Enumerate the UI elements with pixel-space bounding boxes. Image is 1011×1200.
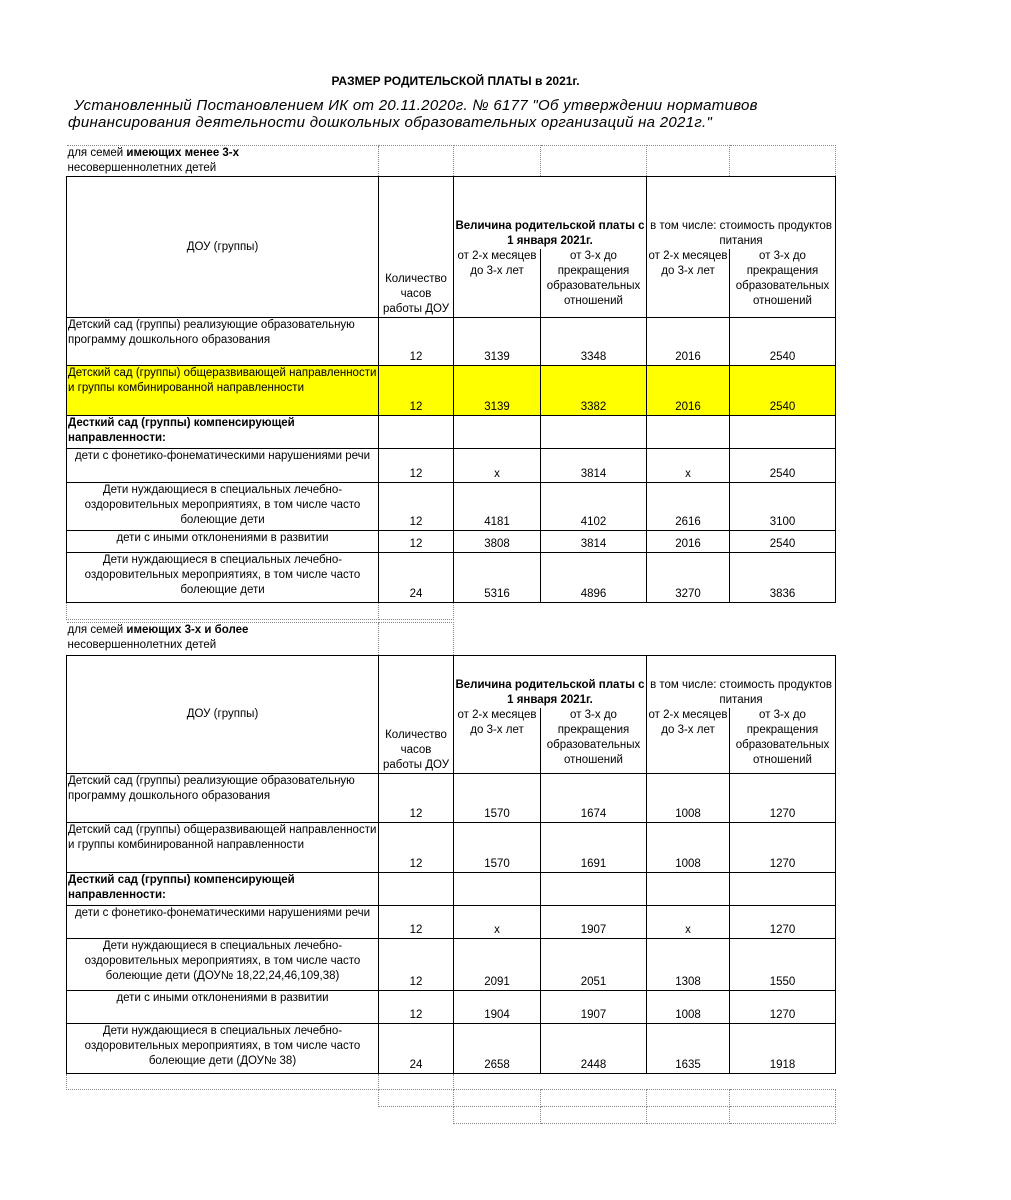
table-row: дети с фонетико-фонематическими нарушениями речи 12 х 3814 х 2540 [67,449,836,483]
header-hours: Количество часов работы ДОУ [379,656,454,774]
fee-table-section-2 [66,622,836,1124]
header-fee: Величина родительской платы с 1 января 2021г. [454,177,647,249]
header-fee: Величина родительской платы с 1 января 2021г. [454,656,647,708]
header-food: в том числе: стоимость продуктов питания [647,656,836,708]
header-age-1: от 2-х месяцев до 3-х лет [454,249,541,318]
table-row: Дети нуждающиеся в специальных лечебно-оздоровительных мероприятиях, в том числе часто болеющие дети 24 5316 4896 3270 3836 [67,553,836,603]
group-heading-row: Десткий сад (группы) компенсирующей направленности: [67,416,836,449]
header-age-2: от 3-х до прекращения образовательных отношений [541,249,647,318]
section-1-caption: для семей имеющих менее 3-х несовершеннолетних детей [67,146,379,177]
header-dou: ДОУ (группы) [67,656,379,774]
table-row: Детский сад (группы) общеразвивающей направленности и группы комбинированной направленности 12 1570 1691 1008 1270 [67,823,836,873]
header-age-1: от 2-х месяцев до 3-х лет [454,708,541,774]
group-heading-row: Десткий сад (группы) компенсирующей направленности: [67,873,836,906]
table-row-highlighted: Детский сад (группы) общеразвивающей направленности и группы комбинированной направленности 12 3139 3382 2016 2540 [67,366,836,416]
fee-table-section-1 [66,145,836,620]
header-age-3: от 2-х месяцев до 3-х лет [647,708,730,774]
page-title: РАЗМЕР РОДИТЕЛЬСКОЙ ПЛАТЫ в 2021г. [331,74,580,88]
section-2-caption: для семей имеющих 3-х и более несовершеннолетних детей [67,623,379,656]
subtitle [68,97,868,131]
table-row: Детский сад (группы) реализующие образовательную программу дошкольного образования 12 1570 1674 1008 1270 [67,774,836,823]
header-age-3: от 2-х месяцев до 3-х лет [647,249,730,318]
header-age-4: от 3-х до прекращения образовательных отношений [730,708,836,774]
header-food: в том числе: стоимость продуктов питания [647,177,836,249]
header-age-4: от 3-х до прекращения образовательных отношений [730,249,836,318]
table-row: дети с иными отклонениями в развитии 12 3808 3814 2016 2540 [67,531,836,553]
table-row: Детский сад (группы) реализующие образовательную программу дошкольного образования 12 3139 3348 2016 2540 [67,318,836,366]
table-row: дети с фонетико-фонематическими нарушениями речи 12 х 1907 х 1270 [67,906,836,939]
table-row: Дети нуждающиеся в специальных лечебно-оздоровительных мероприятиях, в том числе часто болеющие дети 12 4181 4102 2616 3100 [67,483,836,531]
header-age-2: от 3-х до прекращения образовательных отношений [541,708,647,774]
table-row: Дети нуждающиеся в специальных лечебно-оздоровительных мероприятиях, в том числе часто болеющие дети (ДОУ№ 18,22,24,46,109,38) 12 2091 2051 1308 1550 [67,939,836,991]
table-row: Дети нуждающиеся в специальных лечебно-оздоровительных мероприятиях, в том числе часто болеющие дети (ДОУ№ 38) 24 2658 2448 1635 1918 [67,1024,836,1074]
header-dou: ДОУ (группы) [67,177,379,318]
subtitle-line-1: Установленный Постановлением ИК от 20.11.2020г. № 6177 "Об утверждении нормативов [74,97,758,114]
header-hours: Количество часов работы ДОУ [379,177,454,318]
subtitle-line-2: финансирования деятельности дошкольных образовательных организаций на 2021г." [68,114,713,131]
table-row: дети с иными отклонениями в развитии 12 1904 1907 1008 1270 [67,991,836,1024]
